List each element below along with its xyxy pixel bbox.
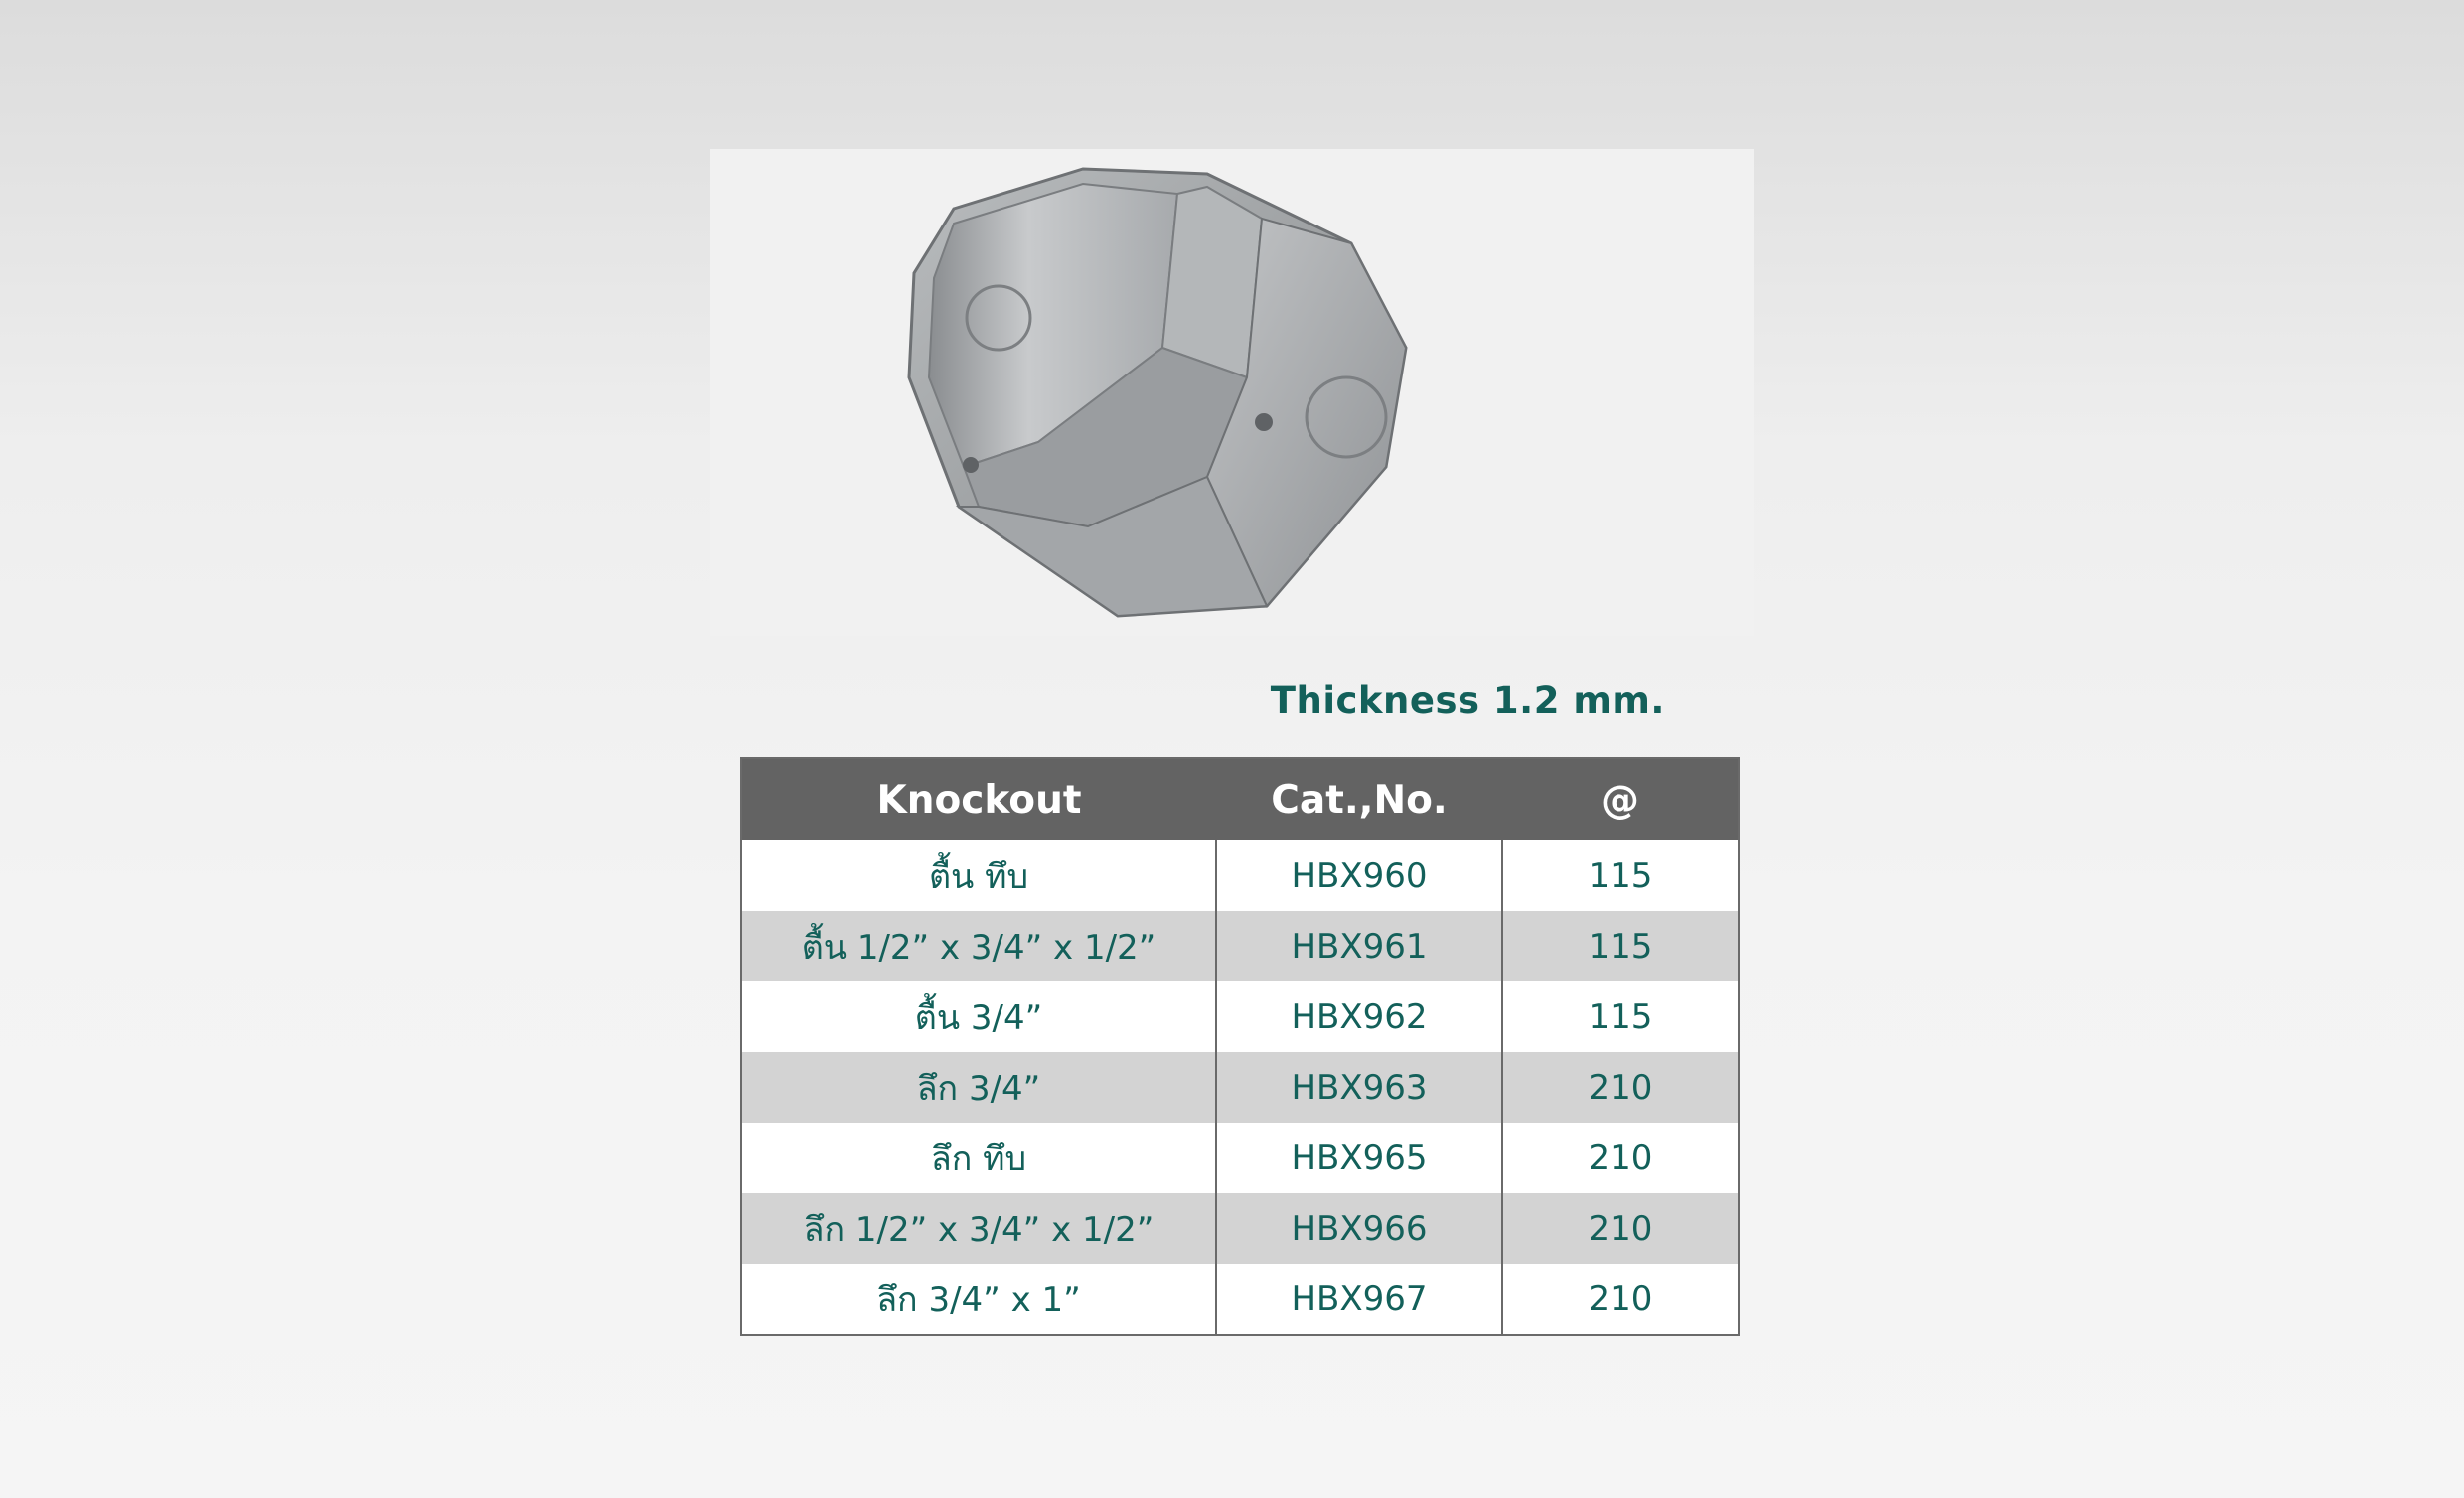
table-header-row xyxy=(741,758,1739,840)
table-row xyxy=(741,1052,1739,1123)
table-row xyxy=(741,911,1739,981)
price-cell: 115 xyxy=(1502,981,1739,1052)
product-image xyxy=(710,149,1754,636)
price-cell: 210 xyxy=(1502,1193,1739,1264)
knockout-cell: ตื้น 3/4” xyxy=(741,981,1216,1052)
price-cell: 210 xyxy=(1502,1123,1739,1193)
price-cell: 115 xyxy=(1502,911,1739,981)
cat-no-cell: HBX960 xyxy=(1216,840,1502,911)
table-row xyxy=(741,1264,1739,1335)
knockout-cell: ตื้น 1/2” x 3/4” x 1/2” xyxy=(741,911,1216,981)
column-header-knockout: Knockout xyxy=(741,758,1216,840)
table-row xyxy=(741,981,1739,1052)
column-header-cat-no: Cat.,No. xyxy=(1216,758,1502,840)
price-cell: 210 xyxy=(1502,1264,1739,1335)
knockout-cell: ลึก 1/2” x 3/4” x 1/2” xyxy=(741,1193,1216,1264)
thickness-label: Thickness 1.2 mm. xyxy=(1270,679,1665,722)
cat-no-cell: HBX967 xyxy=(1216,1264,1502,1335)
octagonal-box-icon xyxy=(710,149,1754,636)
table-row xyxy=(741,840,1739,911)
spec-table xyxy=(740,757,1740,1336)
cat-no-cell: HBX961 xyxy=(1216,911,1502,981)
column-header-price: @ xyxy=(1502,758,1739,840)
cat-no-cell: HBX963 xyxy=(1216,1052,1502,1123)
knockout-cell: ลึก ทึบ xyxy=(741,1123,1216,1193)
price-cell: 115 xyxy=(1502,840,1739,911)
cat-no-cell: HBX966 xyxy=(1216,1193,1502,1264)
knockout-cell: ลึก 3/4” xyxy=(741,1052,1216,1123)
knockout-cell: ตื้น ทึบ xyxy=(741,840,1216,911)
table-row xyxy=(741,1123,1739,1193)
knockout-cell: ลึก 3/4” x 1” xyxy=(741,1264,1216,1335)
cat-no-cell: HBX965 xyxy=(1216,1123,1502,1193)
table-row xyxy=(741,1193,1739,1264)
price-cell: 210 xyxy=(1502,1052,1739,1123)
cat-no-cell: HBX962 xyxy=(1216,981,1502,1052)
